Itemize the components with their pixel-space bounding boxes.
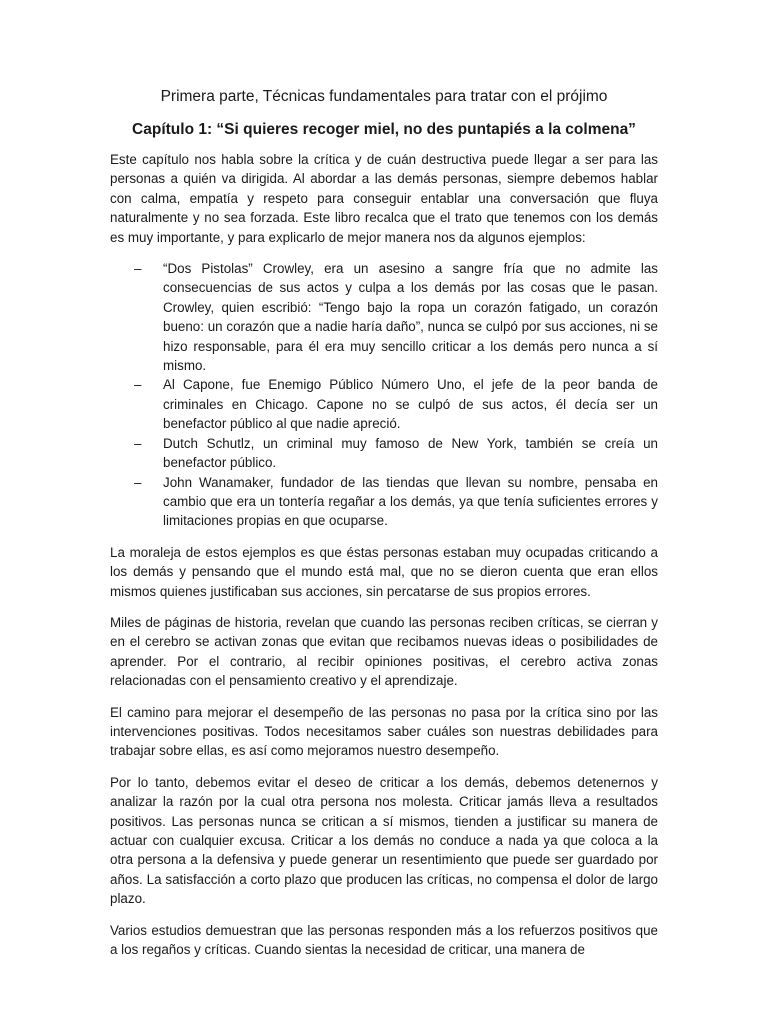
list-item-text: Al Capone, fue Enemigo Público Número Uno, el jefe de la peor banda de criminales en Chicago. Capone no se culpó de sus actos, él decía ser un benefactor público al que nadie apreció. — [163, 377, 658, 432]
list-item — [134, 259, 658, 375]
bullet-dash: – — [134, 261, 142, 277]
bullet-dash: – — [134, 377, 142, 393]
list-item — [134, 375, 658, 433]
intro-paragraph: Este capítulo nos habla sobre la crítica y de cuán destructiva puede llegar a ser para las personas a quién va dirigida. Al abordar a las demás personas, siempre debemos hablar con calma, empatía y respeto para conseguir entablar una conversación que fluya naturalmente y no sea forzada. Este libro recalca que el trato que tenemos con los demás es muy importante, y para explicarlo de mejor manera nos da algunos ejemplos: — [110, 152, 658, 245]
chapter-title: Capítulo 1: “Si quieres recoger miel, no des puntapiés a la colmena” — [132, 121, 636, 138]
examples-list — [110, 259, 658, 531]
list-item-text: Dutch Schutlz, un criminal muy famoso de New York, también se creía un benefactor público. — [163, 435, 658, 471]
list-item — [134, 473, 658, 531]
list-item-text: “Dos Pistolas” Crowley, era un asesino a sangre fría que no admite las consecuencias de sus actos y culpa a los demás por las cosas que le pasan. Crowley, quien escribió: “Tengo bajo la ropa un corazón fatigado, un corazón bueno: un corazón que a nadie haría daño”, nunca se culpó por sus acciones, ni se hizo responsable, para él era muy sencillo criticar a los demás pero nunca a sí mismo. — [163, 261, 658, 374]
body-paragraph: La moraleja de estos ejemplos es que éstas personas estaban muy ocupadas criticando a los demás y pensando que el mundo está mal, que no se dieron cuenta que eran ellos mismos quienes justificaban sus acciones, sin percatarse de sus propios errores. — [110, 544, 658, 599]
body-paragraph: Por lo tanto, debemos evitar el deseo de criticar a los demás, debemos detenernos y analizar la razón por la cual otra persona nos molesta. Criticar jamás lleva a resultados positivos. Las personas nunca se critican a sí mismos, tienden a justificar su manera de actuar con cualquier excusa. Criticar a los demás no conduce a nada ya que coloca a la otra persona a la defensiva y puede generar un resentimiento que puede ser guardado por años. La satisfacción a corto plazo que producen las críticas, no compensa el dolor de largo plazo. — [110, 774, 658, 907]
body-paragraph: El camino para mejorar el desempeño de las personas no pasa por la crítica sino por las intervenciones positivas. Todos necesitamos saber cuáles son nuestras debilidades para trabajar sobre ellas, es así como mejoramos nuestro desempeño. — [110, 704, 658, 759]
bullet-dash: – — [134, 474, 142, 490]
body-paragraph: Varios estudios demuestran que las personas responden más a los refuerzos positivos que a los regaños y críticas. Cuando sientas la necesidad de criticar, una manera de — [110, 922, 658, 958]
part-title: Primera parte, Técnicas fundamentales para tratar con el prójimo — [160, 88, 608, 105]
bullet-dash: – — [134, 435, 142, 451]
list-item — [134, 434, 658, 473]
body-paragraph: Miles de páginas de historia, revelan que cuando las personas reciben críticas, se cierran y en el cerebro se activan zonas que evitan que recibamos nuevas ideas o posibilidades de aprender. Por el contrario, al recibir opiniones positivas, el cerebro activa zonas relacionadas con el pensamiento creativo y el aprendizaje. — [110, 614, 658, 689]
list-item-text: John Wanamaker, fundador de las tiendas que llevan su nombre, pensaba en cambio que era un tontería regañar a los demás, ya que tenía suficientes errores y limitaciones propias en que ocuparse. — [163, 474, 658, 529]
